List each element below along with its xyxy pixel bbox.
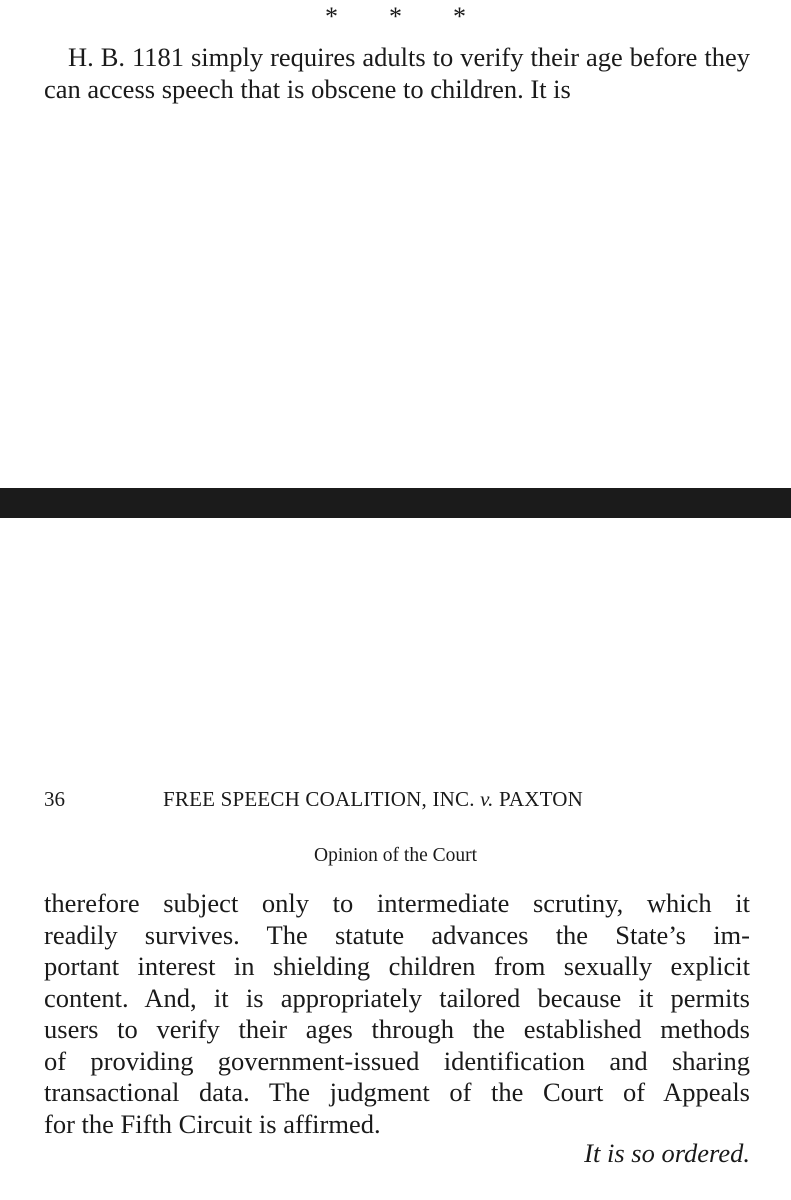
paragraph-top: H. B. 1181 simply requires adults to verify their age before they can access speech that is obscene to children. It is xyxy=(44,42,750,104)
running-head xyxy=(44,787,750,817)
section-label: Opinion of the Court xyxy=(313,845,478,866)
page-divider xyxy=(0,488,791,518)
asterisk: * xyxy=(325,2,338,31)
text-line: for the Fifth Circuit is affirmed. xyxy=(44,1108,381,1139)
text-line: portant interest in shielding children from sexually explicit xyxy=(44,951,750,981)
text-line: of providing government-issued identification and sharing xyxy=(44,1045,750,1076)
asterisk: * xyxy=(389,2,402,31)
section-separator xyxy=(0,2,791,32)
asterisk: * xyxy=(453,2,466,31)
text-line: content. And, it is appropriately tailored because it permits xyxy=(44,982,750,1013)
paragraph-bottom xyxy=(44,888,750,1140)
upper-page xyxy=(0,0,791,488)
case-title-part2: PAXTON xyxy=(493,787,584,811)
text-line: therefore subject only to intermediate scrutiny, which it xyxy=(44,888,750,918)
text-line: transactional data. The judgment of the Court of Appeals xyxy=(44,1077,750,1107)
case-title xyxy=(163,787,583,812)
page-number: 36 xyxy=(44,787,65,811)
closing-order: It is so ordered. xyxy=(584,1138,750,1168)
case-title-part1: FREE SPEECH COALITION, INC. xyxy=(163,787,481,811)
text-line: readily survives. The statute advances the State’s im- xyxy=(44,919,750,950)
case-title-versus: v. xyxy=(480,787,494,811)
text-line: users to verify their ages through the established methods xyxy=(44,1014,750,1044)
